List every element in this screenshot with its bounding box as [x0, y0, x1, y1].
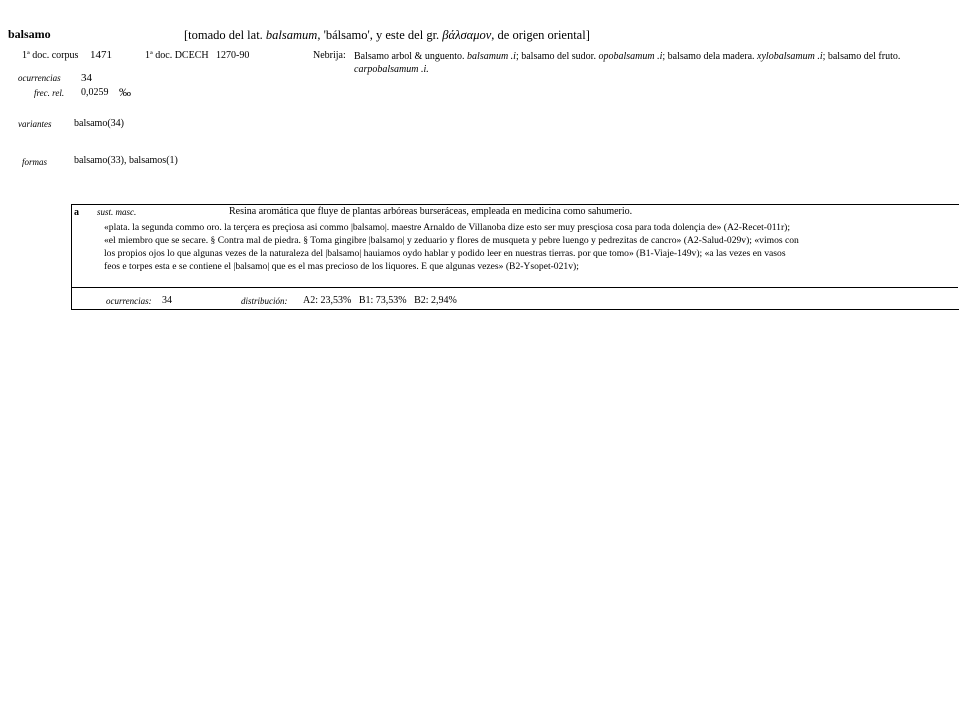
permille-sign: ‰ [119, 85, 131, 99]
variantes-label: variantes [18, 119, 52, 129]
distribucion-label: distribución: [241, 296, 288, 306]
sense-letter: a [74, 207, 79, 218]
frec-label: frec. rel. [34, 88, 65, 98]
quote-line: «plata. la segunda commo oro. la terçera es preçiosa asi commo |balsamo|. maestre Arnaldo de Villanoba dize esto ser muy presçiosa cosa para toda dolençia de» (A2-Recet-011r); [104, 222, 791, 233]
sense-definition: Resina aromática que fluye de plantas arbóreas burseráceas, empleada en medicina como sahumerio. [229, 206, 633, 217]
nebrija-part: ; balsamo dela madera. [662, 51, 758, 62]
sense-ocurrencias-label: ocurrencias: [106, 296, 152, 306]
nebrija-part: xylobalsamum .i [757, 51, 823, 62]
nebrija-part: ; balsamo del fruto. [822, 51, 901, 62]
etymology [184, 28, 590, 43]
frec-value: 0,0259 [81, 87, 109, 98]
corpus-value: 1471 [90, 49, 112, 61]
sense-pos: sust. masc. [97, 207, 137, 217]
etymology-open: [tomado del lat. [184, 28, 266, 42]
corpus-label: 1ª doc. corpus [22, 50, 79, 61]
nebrija-part: carpobalsamum .i. [354, 64, 429, 75]
dcech-value: 1270-90 [216, 50, 250, 61]
sense-divider [71, 287, 958, 288]
quote-line: feos e torpes esta e se contiene el |balsamo| que es el mas precioso de los liquores. E que algunas vezes» (B2-Ysopet-021v); [104, 261, 579, 272]
nebrija-part: Balsamo arbol & unguento. [354, 51, 468, 62]
nebrija-label: Nebrija: [313, 50, 346, 61]
variantes-value: balsamo(34) [74, 118, 124, 129]
quote-line: «el miembro que se secare. § Contra mal de piedra. § Toma gingibre |balsamo| y zeduario y flores de musqueta y pebre luengo y pedrezitas de cancro» (A2-Salud-029v); «vimos con [104, 235, 799, 246]
etymology-greek: βάλσαμον [442, 28, 492, 42]
ocurrencias-label: ocurrencias [18, 73, 61, 83]
dcech-label: 1ª doc. DCECH [145, 50, 209, 61]
formas-label: formas [22, 157, 48, 167]
nebrija-text [354, 50, 954, 76]
sense-ocurrencias-value: 34 [162, 295, 172, 306]
etymology-close: , de origen oriental] [491, 28, 590, 42]
quote-line: los propios ojos lo que algunas vezes de la naturaleza del |balsamo| hauiamos oydo hablar y podido leer en nuestras tierras. por que tomo» (B1-Viaje-149v); «a las vezes en vasos [104, 248, 786, 259]
ocurrencias-value: 34 [81, 72, 92, 84]
etymology-latin: balsamum [265, 28, 318, 42]
distribucion-value: A2: 23,53% B1: 73,53% B2: 2,94% [303, 295, 457, 306]
nebrija-part: balsamum .i [467, 51, 516, 62]
headword: balsamo [8, 27, 51, 41]
etymology-middle: , 'bálsamo', y este del gr. [317, 28, 443, 42]
formas-value: balsamo(33), balsamos(1) [74, 155, 178, 166]
nebrija-part: opobalsamum .i [598, 51, 663, 62]
nebrija-part: ; balsamo del sudor. [515, 51, 599, 62]
